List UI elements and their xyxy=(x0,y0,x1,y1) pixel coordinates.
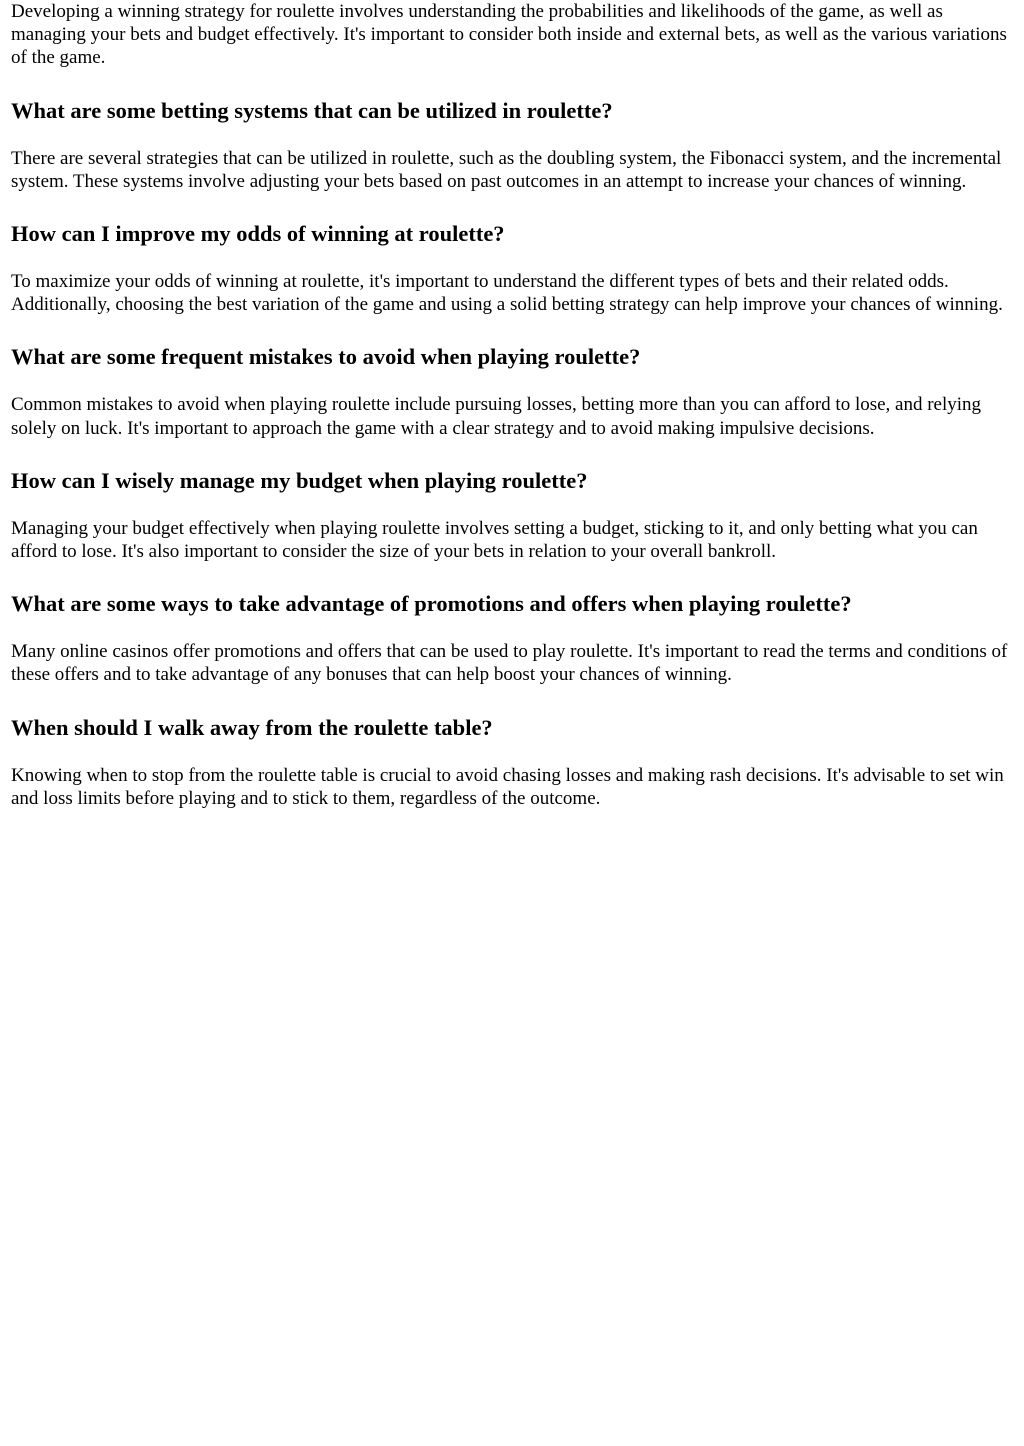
question-heading: When should I walk away from the roulette table? xyxy=(11,714,493,740)
answer-paragraph: There are several strategies that can be utilized in roulette, such as the doubling system, the Fibonacci system, and the incremental system. These systems involve adjusting your bets based on past outcomes in an attempt to increase your chances of winning. xyxy=(11,147,1002,192)
question-heading: What are some ways to take advantage of promotions and offers when playing roulette? xyxy=(11,591,852,617)
question-heading: How can I wisely manage my budget when playing roulette? xyxy=(11,467,588,493)
question-heading: What are some frequent mistakes to avoid when playing roulette? xyxy=(11,344,641,370)
answer-paragraph: To maximize your odds of winning at roulette, it's important to understand the different types of bets and their related odds. Additionally, choosing the best variation of the game and using a solid betting strategy can help improve your chances of winning. xyxy=(11,271,1003,316)
faq-section-promotions xyxy=(11,590,1014,686)
faq-section-walk-away xyxy=(11,714,1014,810)
question-heading: What are some betting systems that can be utilized in roulette? xyxy=(11,97,613,123)
intro-paragraph: Developing a winning strategy for roulette involves understanding the probabilities and likelihoods of the game, as well as managing your bets and budget effectively. It's important to consider both inside and external bets, as well as the various variations of the game. xyxy=(11,1,1007,69)
answer-paragraph: Knowing when to stop from the roulette table is crucial to avoid chasing losses and making rash decisions. It's advisable to set win and loss limits before playing and to stick to them, regardless of the outcome. xyxy=(11,764,1004,809)
answer-paragraph: Common mistakes to avoid when playing roulette include pursuing losses, betting more than you can afford to lose, and relying solely on luck. It's important to approach the game with a clear strategy and to avoid making impulsive decisions. xyxy=(11,394,982,439)
faq-section-frequent-mistakes xyxy=(11,343,1014,439)
faq-section-improve-odds xyxy=(11,220,1014,316)
answer-paragraph: Many online casinos offer promotions and offers that can be used to play roulette. It's important to read the terms and conditions of these offers and to take advantage of any bonuses that can help boost your chances of winning. xyxy=(11,641,1008,686)
question-heading: How can I improve my odds of winning at roulette? xyxy=(11,221,505,247)
faq-section-betting-systems xyxy=(11,97,1014,193)
answer-paragraph: Managing your budget effectively when playing roulette involves setting a budget, sticking to it, and only betting what you can afford to lose. It's also important to consider the size of your bets in relation to your overall bankroll. xyxy=(11,517,978,563)
faq-section-manage-budget xyxy=(11,467,1014,563)
